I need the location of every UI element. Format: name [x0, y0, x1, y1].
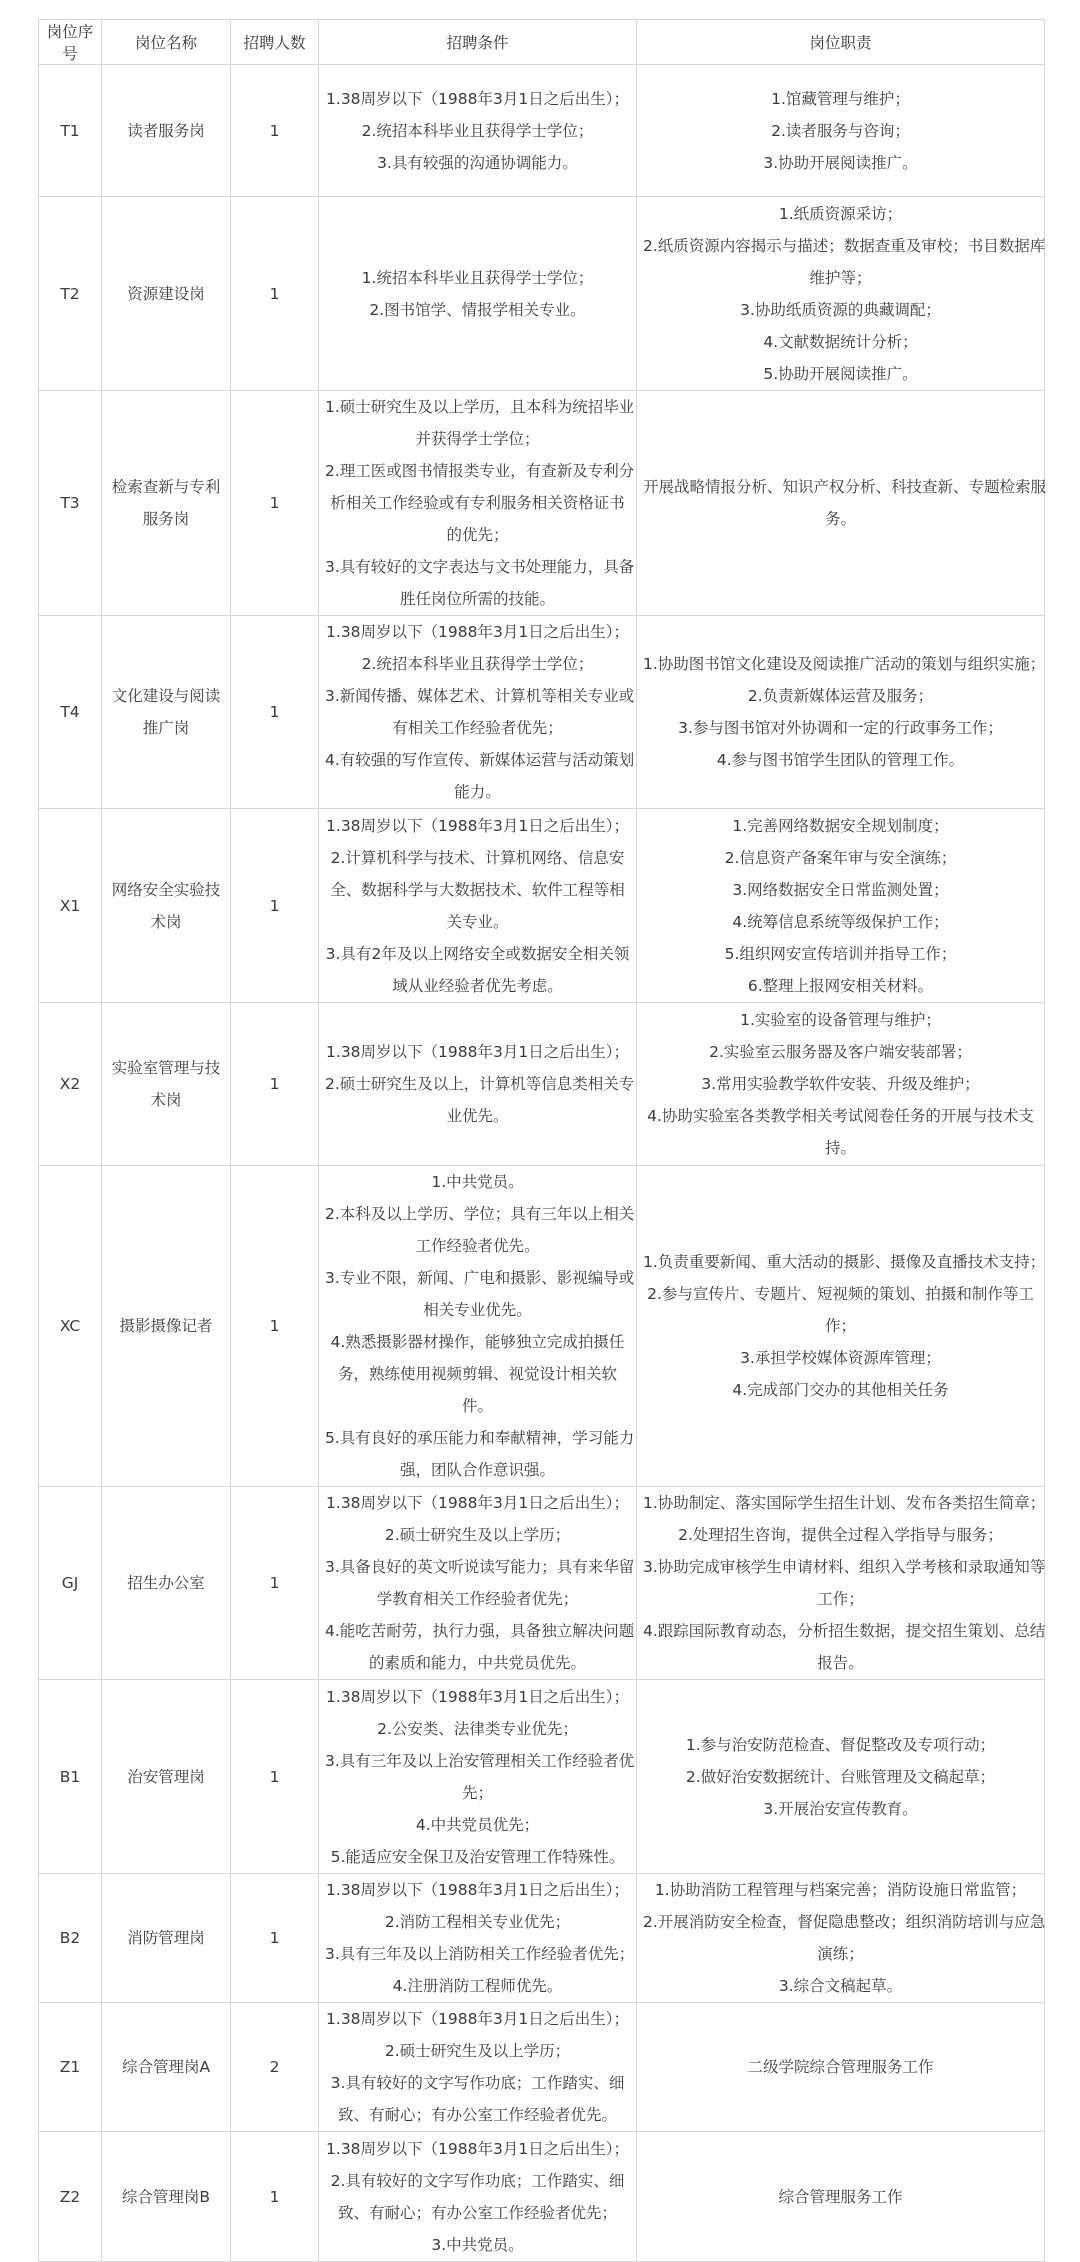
position-name-cell — [102, 1874, 231, 2003]
hiring-count-cell: 1 — [231, 1166, 319, 1487]
position-name-line: 招生办公室 — [127, 1574, 205, 1592]
duty-line: 4.参与图书馆学生团队的管理工作。 — [716, 751, 965, 769]
header-position-name: 岗位名称 — [102, 20, 231, 65]
hiring-count-cell: 1 — [231, 65, 319, 197]
position-name-line: 服务岗 — [142, 510, 190, 528]
position-name-cell — [102, 1003, 231, 1166]
condition-line: 的优先； — [446, 526, 509, 544]
duty-line: 1.馆藏管理与维护； — [771, 89, 910, 108]
condition-line: 3.新闻传播、媒体艺术、计算机等相关专业或 — [325, 687, 635, 705]
duties-cell — [637, 2132, 1045, 2262]
duty-line: 3.承担学校媒体资源库管理； — [740, 1349, 941, 1367]
position-name-line: 消防管理岗 — [127, 1929, 205, 1947]
conditions-cell — [319, 65, 637, 197]
header-row — [39, 20, 1045, 65]
duties-cell — [637, 1166, 1045, 1487]
conditions-cell — [319, 2003, 637, 2132]
conditions-cell — [319, 616, 637, 809]
duty-line: 4.完成部门交办的其他相关任务 — [732, 1381, 949, 1399]
table-row — [39, 2132, 1045, 2262]
position-name-line: 资源建设岗 — [127, 284, 205, 303]
condition-line: 2.理工医或图书情报类专业，有查新及专利分 — [325, 462, 635, 480]
table-row — [39, 1166, 1045, 1487]
duty-line: 4.跟踪国际教育动态，分析招生数据，提交招生策划、总结 — [643, 1622, 1046, 1640]
condition-line: 3.具有三年及以上治安管理相关工作经验者优 — [325, 1751, 635, 1770]
header-count: 招聘人数 — [231, 20, 319, 65]
position-code-cell: XC — [39, 1166, 102, 1487]
duties-cell — [637, 197, 1045, 391]
position-name-line: 推广岗 — [142, 719, 190, 737]
table-row — [39, 391, 1045, 616]
condition-line: 1.38周岁以下（1988年3月1日之后出生）； — [326, 1687, 629, 1706]
position-code-cell: T1 — [39, 65, 102, 197]
hiring-count-cell: 1 — [231, 616, 319, 809]
table-row — [39, 1003, 1045, 1166]
duty-line: 务。 — [824, 510, 856, 528]
conditions-cell — [319, 809, 637, 1003]
table-row — [39, 1874, 1045, 2003]
condition-line: 1.中共党员。 — [431, 1173, 524, 1191]
position-name-line: 实验室管理与技 — [111, 1059, 221, 1077]
condition-line: 3.具有较好的文字表达与文书处理能力，具备 — [325, 558, 635, 576]
position-name-line: 读者服务岗 — [127, 121, 205, 140]
duty-line: 3.常用实验教学软件安装、升级及维护； — [701, 1075, 980, 1093]
duty-line: 2.做好治安数据统计、台账管理及文稿起草； — [685, 1767, 996, 1786]
condition-line: 5.具有良好的承压能力和奉献精神，学习能力 — [325, 1429, 635, 1447]
duty-line: 2.处理招生咨询，提供全过程入学指导与服务； — [678, 1526, 1003, 1544]
condition-line: 并获得学士学位； — [415, 430, 540, 448]
hiring-count-cell: 1 — [231, 2132, 319, 2262]
condition-line: 2.统招本科毕业且获得学士学位； — [361, 121, 594, 140]
header-conditions: 招聘条件 — [319, 20, 637, 65]
condition-line: 业优先。 — [446, 1107, 509, 1125]
hiring-count-cell: 2 — [231, 2003, 319, 2132]
position-name-line: 治安管理岗 — [127, 1767, 205, 1786]
condition-line: 1.38周岁以下（1988年3月1日之后出生）； — [326, 2139, 629, 2158]
hiring-count-cell: 1 — [231, 1680, 319, 1874]
conditions-cell — [319, 1680, 637, 1874]
condition-line: 胜任岗位所需的技能。 — [399, 590, 555, 608]
table-row — [39, 616, 1045, 809]
table-row — [39, 1680, 1045, 1874]
duty-line: 2.开展消防安全检查，督促隐患整改；组织消防培训与应急 — [643, 1913, 1046, 1931]
position-name-line: 摄影摄像记者 — [119, 1317, 213, 1335]
position-name-cell — [102, 391, 231, 616]
duty-line: 工作； — [817, 1590, 864, 1608]
condition-line: 工作经验者优先。 — [415, 1237, 540, 1255]
duty-line: 3.协助纸质资源的典藏调配； — [740, 300, 941, 319]
conditions-cell — [319, 1003, 637, 1166]
duty-line: 2.负责新媒体运营及服务； — [747, 687, 934, 705]
condition-line: 3.中共党员。 — [431, 2235, 524, 2254]
condition-line: 1.38周岁以下（1988年3月1日之后出生）； — [326, 1881, 629, 1899]
duty-line: 4.协助实验室各类教学相关考试阅卷任务的开展与技术支 — [647, 1107, 1034, 1125]
duty-line: 3.参与图书馆对外协调和一定的行政事务工作； — [678, 719, 1003, 737]
condition-line: 3.具有较强的沟通协调能力。 — [377, 153, 578, 172]
duty-line: 2.实验室云服务器及客户端安装部署； — [709, 1043, 972, 1061]
condition-line: 3.专业不限，新闻、广电和摄影、影视编导或 — [325, 1269, 635, 1287]
position-name-line: 文化建设与阅读 — [111, 687, 221, 705]
position-code-cell: GJ — [39, 1487, 102, 1680]
duties-cell — [637, 1487, 1045, 1680]
condition-line: 1.统招本科毕业且获得学士学位； — [361, 268, 594, 287]
position-name-cell — [102, 1487, 231, 1680]
position-code-cell: T2 — [39, 197, 102, 391]
condition-line: 4.中共党员优先； — [415, 1815, 540, 1834]
duty-line: 综合管理服务工作 — [778, 2187, 903, 2206]
recruitment-table-container — [38, 19, 1047, 2262]
table-body — [39, 65, 1045, 2262]
duties-cell — [637, 809, 1045, 1003]
conditions-cell — [319, 1487, 637, 1680]
condition-line: 学教育相关工作经验者优先； — [376, 1590, 579, 1608]
condition-line: 3.具有较好的文字写作功底；工作踏实、细 — [330, 2074, 625, 2092]
hiring-count-cell: 1 — [231, 1874, 319, 2003]
condition-line: 2.本科及以上学历、学位；具有三年以上相关 — [325, 1205, 635, 1223]
condition-line: 3.具有三年及以上消防相关工作经验者优先； — [325, 1945, 635, 1963]
duty-line: 5.协助开展阅读推广。 — [763, 364, 918, 383]
condition-line: 4.注册消防工程师优先。 — [392, 1977, 563, 1995]
condition-line: 全、数据科学与大数据技术、软件工程等相 — [330, 880, 625, 899]
condition-line: 2.具有较好的文字写作功底；工作踏实、细 — [330, 2171, 625, 2190]
header-code: 岗位序号 — [39, 20, 102, 65]
condition-line: 3.具有2年及以上网络安全或数据安全相关领 — [325, 944, 630, 963]
duty-line: 1.协助图书馆文化建设及阅读推广活动的策划与组织实施； — [643, 655, 1046, 673]
condition-line: 致、有耐心；有办公室工作经验者优先。 — [337, 2106, 617, 2124]
position-name-cell — [102, 616, 231, 809]
duties-cell — [637, 1874, 1045, 2003]
duties-cell — [637, 616, 1045, 809]
table-row — [39, 197, 1045, 391]
duty-line: 演练； — [817, 1945, 864, 1963]
condition-line: 1.38周岁以下（1988年3月1日之后出生）； — [326, 89, 629, 108]
duty-line: 1.参与治安防范检查、督促整改及专项行动； — [685, 1735, 996, 1754]
condition-line: 2.公安类、法律类专业优先； — [377, 1719, 578, 1738]
table-row — [39, 809, 1045, 1003]
duty-line: 1.纸质资源采访； — [778, 204, 903, 223]
hiring-count-cell: 1 — [231, 1003, 319, 1166]
duty-line: 1.完善网络数据安全规划制度； — [732, 816, 949, 835]
position-name-line: 术岗 — [150, 1091, 182, 1109]
position-name-cell — [102, 197, 231, 391]
condition-line: 2.消防工程相关专业优先； — [384, 1913, 571, 1931]
condition-line: 2.图书馆学、情报学相关专业。 — [369, 300, 586, 319]
condition-line: 1.38周岁以下（1988年3月1日之后出生）； — [326, 816, 629, 835]
duty-line: 3.网络数据安全日常监测处置； — [732, 880, 949, 899]
condition-line: 能力。 — [454, 783, 501, 801]
position-code-cell: B1 — [39, 1680, 102, 1874]
condition-line: 相关专业优先。 — [423, 1301, 532, 1319]
duty-line: 报告。 — [817, 1654, 864, 1672]
duty-line: 4.统筹信息系统等级保护工作； — [732, 912, 949, 931]
duty-line: 维护等； — [809, 268, 872, 287]
position-code-cell: Z2 — [39, 2132, 102, 2262]
duties-cell — [637, 65, 1045, 197]
condition-line: 的素质和能力，中共党员优先。 — [368, 1654, 586, 1672]
position-name-line: 术岗 — [150, 912, 182, 931]
position-name-cell — [102, 2132, 231, 2262]
position-code-cell: X2 — [39, 1003, 102, 1166]
duty-line: 6.整理上报网安相关材料。 — [747, 976, 934, 995]
condition-line: 件。 — [461, 1397, 493, 1415]
condition-line: 2.硕士研究生及以上，计算机等信息类相关专 — [325, 1075, 635, 1093]
duty-line: 二级学院综合管理服务工作 — [747, 2058, 934, 2076]
duties-cell — [637, 1680, 1045, 1874]
duty-line: 开展战略情报分析、知识产权分析、科技查新、专题检索服 — [643, 478, 1047, 496]
position-code-cell: B2 — [39, 1874, 102, 2003]
condition-line: 4.能吃苦耐劳，执行力强，具备独立解决问题 — [325, 1622, 635, 1640]
duty-line: 持。 — [824, 1139, 856, 1157]
duty-line: 1.负责重要新闻、重大活动的摄影、摄像及直播技术支持； — [643, 1253, 1046, 1271]
header-duties: 岗位职责 — [637, 20, 1045, 65]
condition-line: 2.计算机科学与技术、计算机网络、信息安 — [330, 848, 625, 867]
hiring-count-cell: 1 — [231, 1487, 319, 1680]
duties-cell — [637, 2003, 1045, 2132]
condition-line: 1.38周岁以下（1988年3月1日之后出生）； — [326, 1494, 629, 1512]
position-code-cell: Z1 — [39, 2003, 102, 2132]
duty-line: 作； — [824, 1317, 856, 1335]
condition-line: 1.38周岁以下（1988年3月1日之后出生）； — [326, 623, 629, 641]
condition-line: 3.具备良好的英文听说读写能力；具有来华留 — [325, 1558, 635, 1576]
hiring-count-cell: 1 — [231, 809, 319, 1003]
duty-line: 1.协助消防工程管理与档案完善；消防设施日常监管； — [654, 1881, 1027, 1899]
position-code-cell: T4 — [39, 616, 102, 809]
condition-line: 5.能适应安全保卫及治安管理工作特殊性。 — [330, 1847, 625, 1866]
duty-line: 2.纸质资源内容揭示与描述；数据查重及审校；书目数据库 — [643, 236, 1046, 255]
condition-line: 先； — [461, 1783, 493, 1802]
duty-line: 3.协助完成审核学生申请材料、组织入学考核和录取通知等 — [643, 1558, 1046, 1576]
condition-line: 1.38周岁以下（1988年3月1日之后出生）； — [326, 2010, 629, 2028]
hiring-count-cell: 1 — [231, 391, 319, 616]
conditions-cell — [319, 197, 637, 391]
position-name-line: 检索查新与专利 — [111, 478, 221, 496]
position-name-cell — [102, 809, 231, 1003]
hiring-count-cell: 1 — [231, 197, 319, 391]
duties-cell — [637, 391, 1045, 616]
duty-line: 3.开展治安宣传教育。 — [763, 1799, 918, 1818]
duty-line: 2.信息资产备案年审与安全演练； — [724, 848, 957, 867]
position-code-cell: T3 — [39, 391, 102, 616]
condition-line: 1.38周岁以下（1988年3月1日之后出生）； — [326, 1043, 629, 1061]
duty-line: 5.组织网安宣传培训并指导工作； — [724, 944, 957, 963]
position-name-line: 综合管理岗B — [121, 2187, 211, 2206]
condition-line: 4.熟悉摄影器材操作，能够独立完成拍摄任 — [330, 1333, 625, 1351]
conditions-cell — [319, 1166, 637, 1487]
conditions-cell — [319, 1874, 637, 2003]
condition-line: 有相关工作经验者优先； — [392, 719, 563, 737]
position-code-cell: X1 — [39, 809, 102, 1003]
condition-line: 2.统招本科毕业且获得学士学位； — [361, 655, 594, 673]
duty-line: 2.读者服务与咨询； — [771, 121, 910, 140]
duty-line: 4.文献数据统计分析； — [763, 332, 918, 351]
condition-line: 务，熟练使用视频剪辑、视觉设计相关软 — [337, 1365, 617, 1383]
duty-line: 1.协助制定、落实国际学生招生计划、发布各类招生简章； — [643, 1494, 1046, 1512]
condition-line: 域从业经验者优先考虑。 — [392, 976, 563, 995]
duty-line: 1.实验室的设备管理与维护； — [740, 1011, 941, 1029]
position-name-line: 网络安全实验技 — [111, 880, 221, 899]
duty-line: 3.综合文稿起草。 — [778, 1977, 903, 1995]
condition-line: 2.硕士研究生及以上学历； — [384, 2042, 571, 2060]
table-row — [39, 1487, 1045, 1680]
position-name-cell — [102, 65, 231, 197]
condition-line: 关专业。 — [446, 912, 509, 931]
condition-line: 2.硕士研究生及以上学历； — [384, 1526, 571, 1544]
position-name-line: 综合管理岗A — [121, 2058, 211, 2076]
conditions-cell — [319, 391, 637, 616]
position-name-cell — [102, 1680, 231, 1874]
condition-line: 1.硕士研究生及以上学历，且本科为统招毕业 — [325, 398, 635, 416]
table-row — [39, 2003, 1045, 2132]
condition-line: 4.有较强的写作宣传、新媒体运营与活动策划 — [325, 751, 635, 769]
recruitment-table — [38, 19, 1045, 2262]
table-row — [39, 65, 1045, 197]
duty-line: 3.协助开展阅读推广。 — [763, 153, 918, 172]
position-name-cell — [102, 2003, 231, 2132]
condition-line: 致、有耐心；有办公室工作经验者优先； — [337, 2203, 617, 2222]
duty-line: 2.参与宣传片、专题片、短视频的策划、拍摄和制作等工 — [647, 1285, 1034, 1303]
position-name-cell — [102, 1166, 231, 1487]
duties-cell — [637, 1003, 1045, 1166]
condition-line: 强，团队合作意识强。 — [399, 1461, 555, 1479]
condition-line: 析相关工作经验或有专利服务相关资格证书 — [330, 494, 625, 512]
table-header — [39, 20, 1045, 65]
conditions-cell — [319, 2132, 637, 2262]
